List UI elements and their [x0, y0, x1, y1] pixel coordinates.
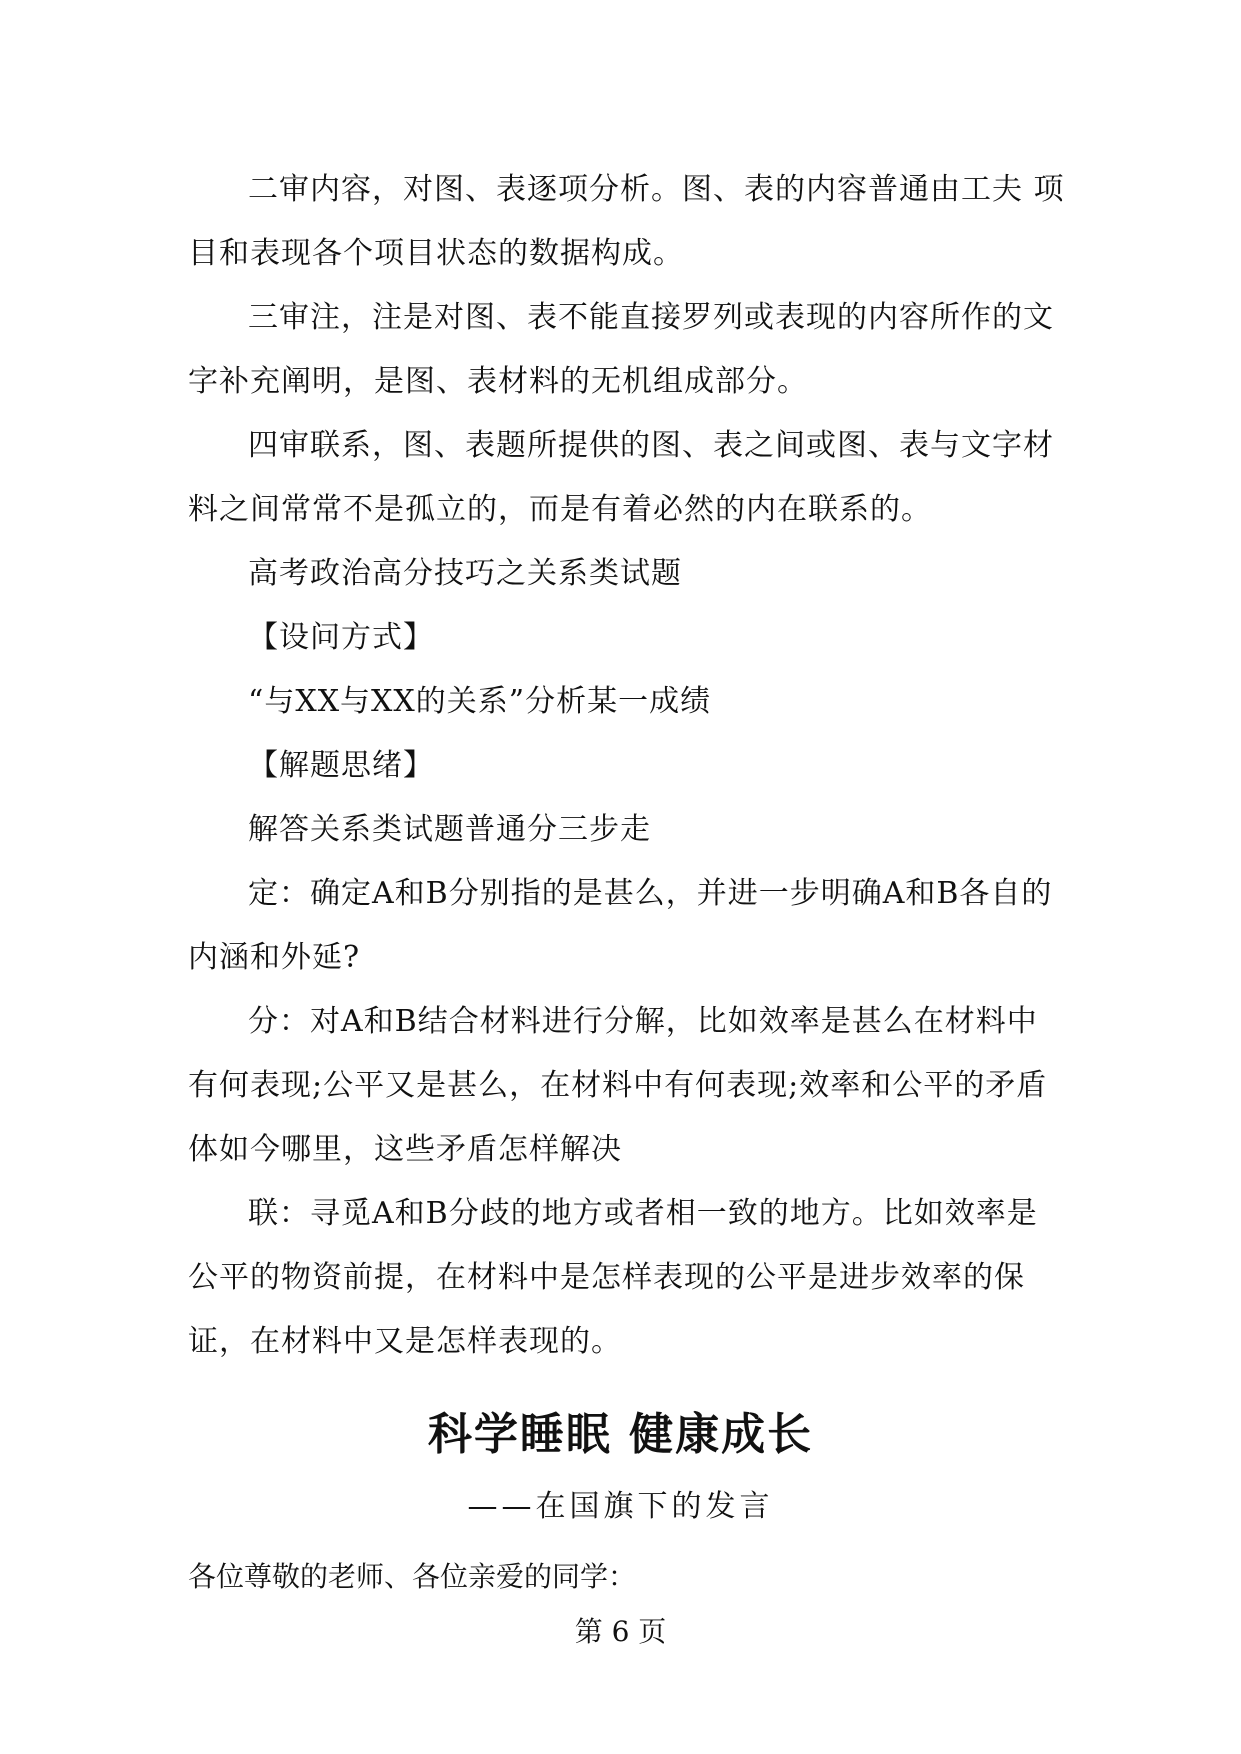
body-text	[188, 158, 1068, 1374]
speech-subtitle: ——在国旗下的发言	[467, 1489, 774, 1524]
paragraph: 联：寻觅A和B分歧的地方或者相一致的地方。比如效率是公平的物资前提，在材料中是怎样表现的公平是进步效率的保证，在材料中又是怎样表现的。	[188, 1196, 1038, 1359]
paragraph: 四审联系，图、表题所提供的图、表之间或图、表与文字材料之间常常不是孤立的，而是有着必然的内在联系的。	[188, 428, 1054, 527]
bracket-heading: 【设问方式】	[248, 620, 434, 655]
paragraph: 定：确定A和B分别指的是甚么，并进一步明确A和B各自的内涵和外延?	[188, 876, 1053, 975]
speech-title: 科学睡眠 健康成长	[427, 1409, 814, 1460]
paragraph: 分：对A和B结合材料进行分解，比如效率是甚么在材料中有何表现;公平又是甚么，在材料中有何表现;效率和公平的矛盾体如今哪里，这些矛盾怎样解决	[188, 1004, 1048, 1167]
paragraph: 二审内容，对图、表逐项分析。图、表的内容普通由工夫 项目和表现各个项目状态的数据构成。	[188, 172, 1065, 271]
speech-greeting: 各位尊敬的老师、各位亲爱的同学：	[188, 1560, 637, 1593]
page-number: 第 6 页	[574, 1615, 667, 1648]
section-heading: 高考政治高分技巧之关系类试题	[248, 556, 682, 591]
paragraph: “与XX与XX的关系”分析某一成绩	[248, 684, 712, 719]
paragraph: 三审注，注是对图、表不能直接罗列或表现的内容所作的文字补充阐明，是图、表材料的无机组成部分。	[188, 300, 1054, 399]
paragraph: 解答关系类试题普通分三步走	[248, 812, 651, 847]
bracket-heading: 【解题思绪】	[248, 748, 434, 783]
